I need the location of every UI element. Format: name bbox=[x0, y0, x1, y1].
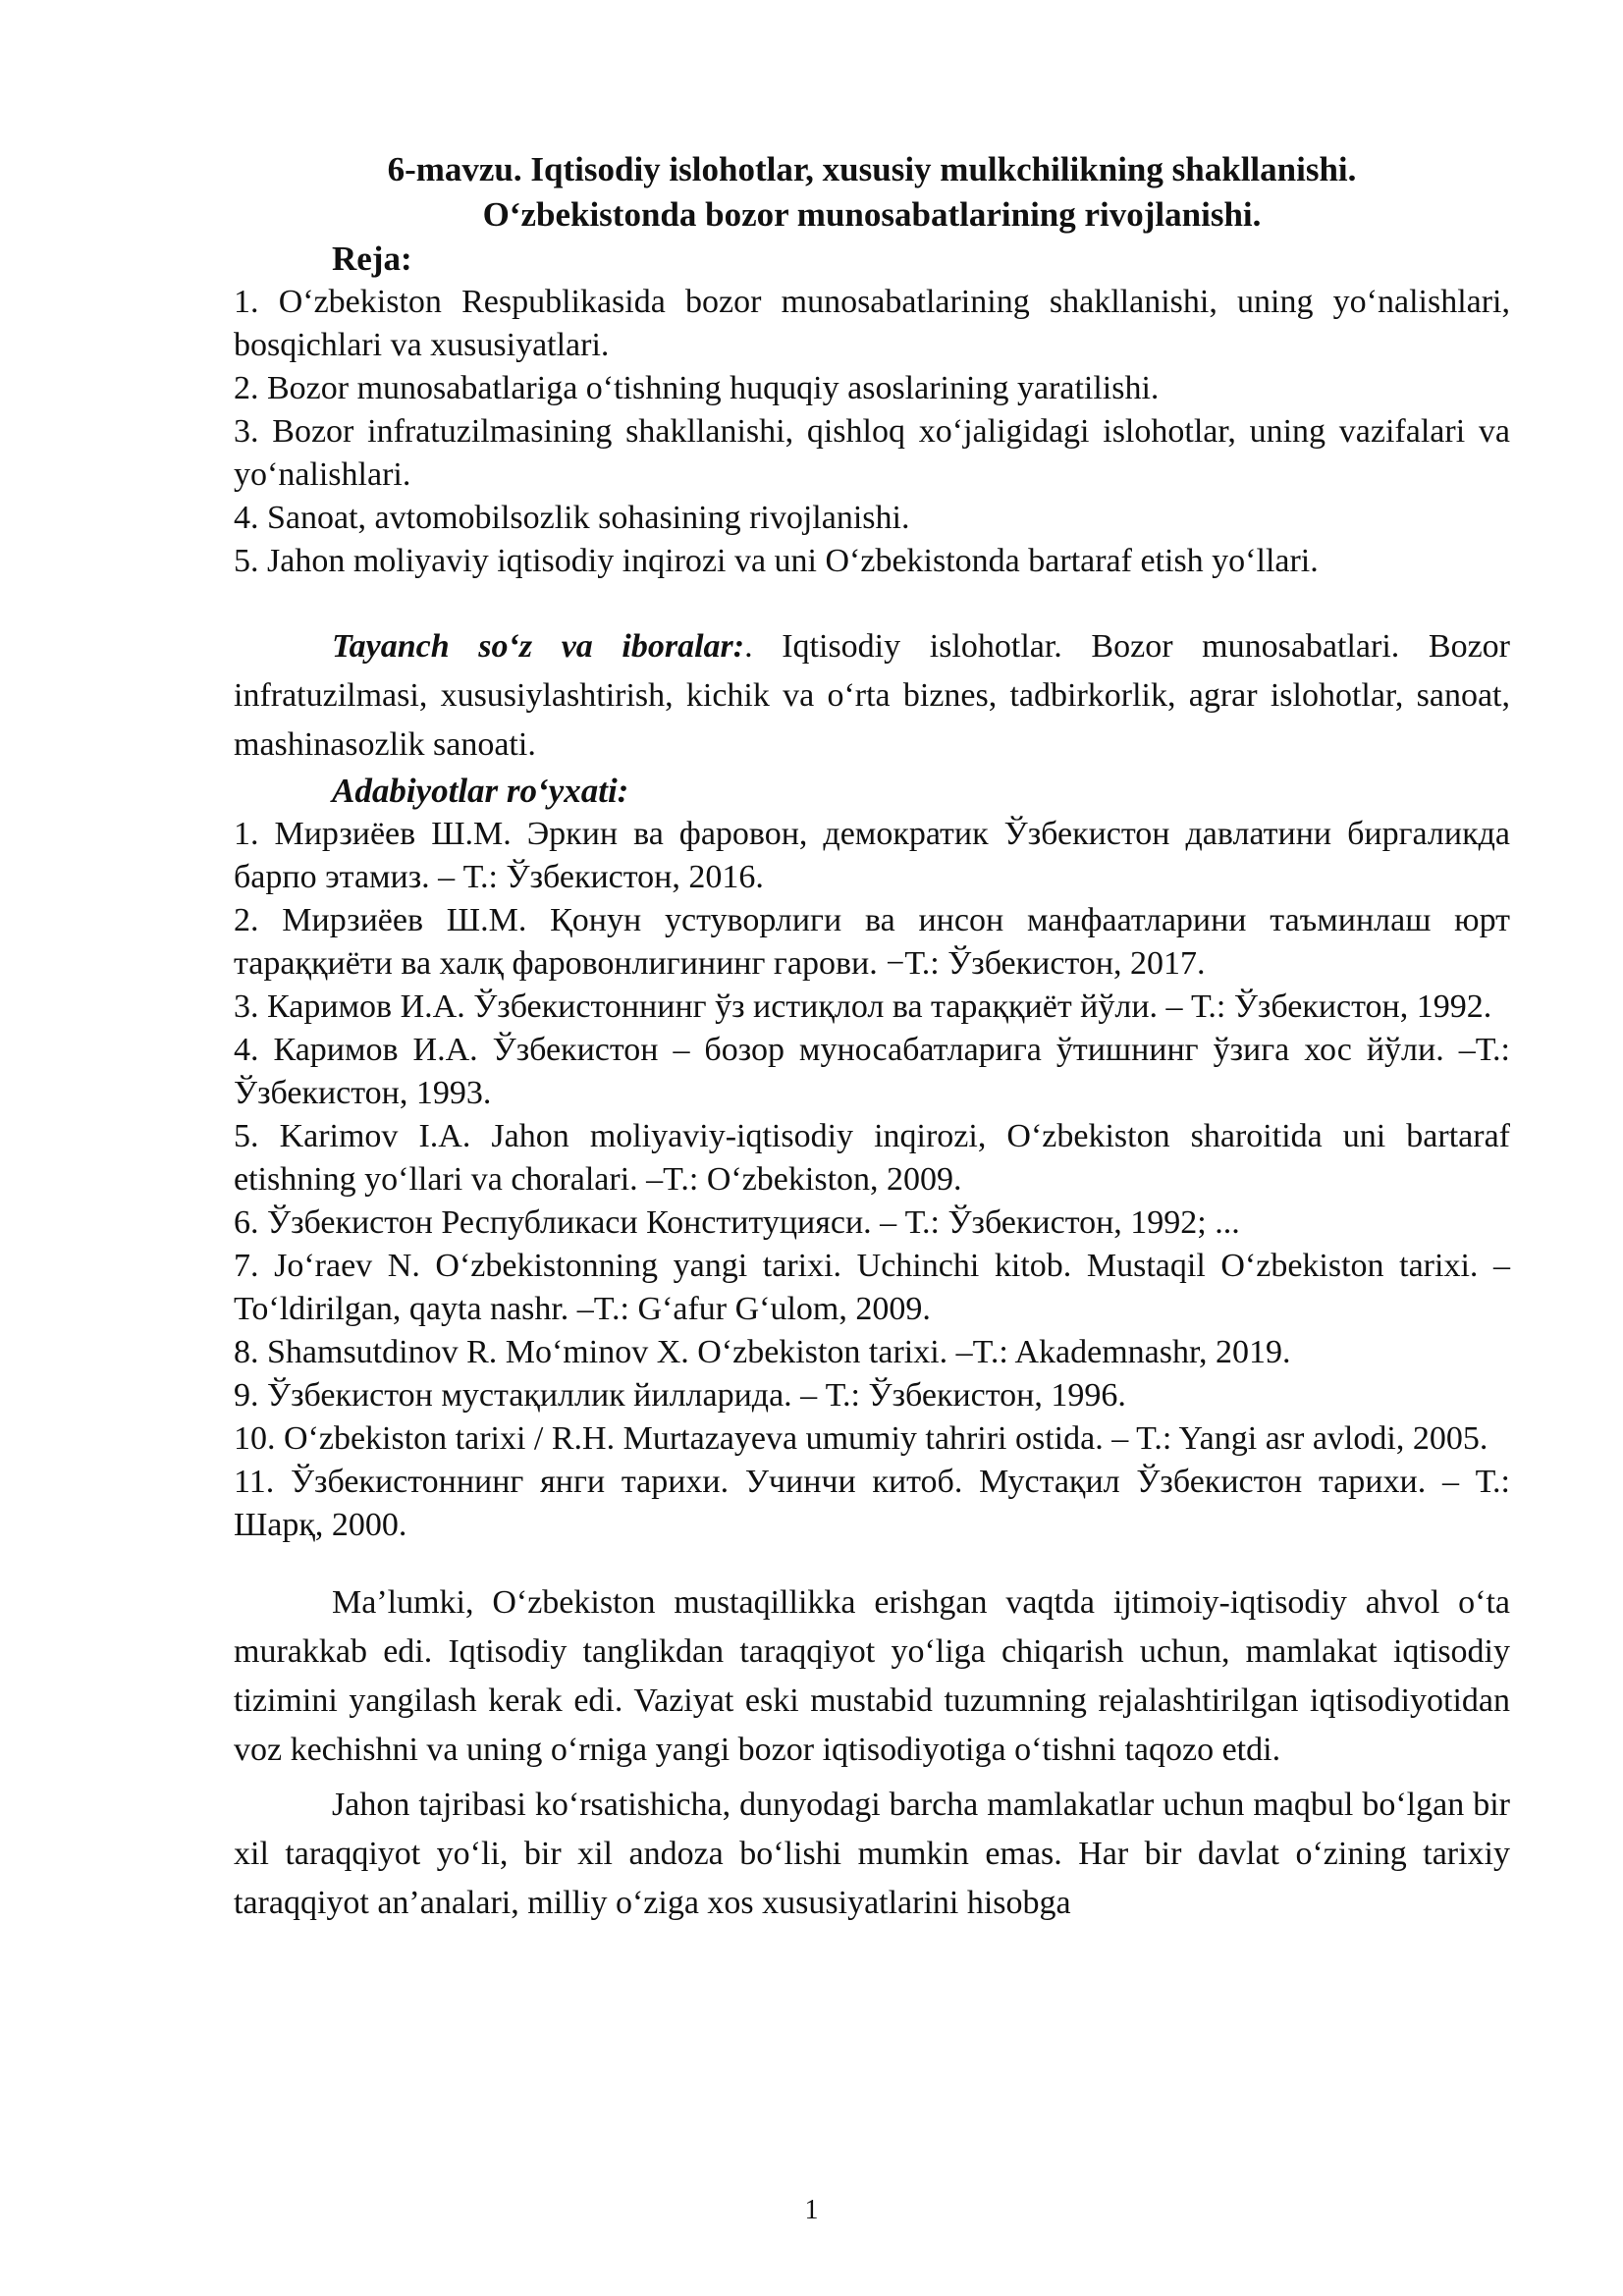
keywords-label: Tayanch so‘z va iboralar: bbox=[332, 628, 745, 665]
literature-item: 10. O‘zbekiston tarixi / R.H. Murtazayeva umumiy tahriri ostida. – T.: Yangi asr avlodi, 2005. bbox=[234, 1420, 1488, 1457]
body-paragraph: Jahon tajribasi ko‘rsatishicha, dunyodagi barcha mamlakatlar uchun maqbul bo‘lgan bir xil taraqqiyot yo‘li, bir xil andoza bo‘lishi mumkin emas. Har bir davlat o‘zining tarixiy taraqqiyot an’analari, milliy o‘ziga xos xususiyatlarini hisobga bbox=[234, 1787, 1510, 1921]
topic-title-line-2: O‘zbekistonda bozor munosabatlarining rivojlanishi. bbox=[482, 195, 1262, 234]
literature-item: 1. Мирзиёев Ш.М. Эркин ва фаровон, демократик Ўзбекистон давлатини биргаликда барпо этамиз. – Т.: Ўзбекистон, 2016. bbox=[234, 816, 1510, 895]
plan-item: 1. O‘zbekiston Respublikasida bozor munosabatlarining shakllanishi, uning yo‘nalishlari, bosqichlari va xususiyatlari. bbox=[234, 284, 1510, 363]
plan-item: 4. Sanoat, avtomobilsozlik sohasining rivojlanishi. bbox=[234, 500, 910, 536]
body-paragraph: Ma’lumki, O‘zbekiston mustaqillikka erishgan vaqtda ijtimoiy-iqtisodiy ahvol o‘ta murakkab edi. Iqtisodiy tanglikdan taraqqiyot yo‘liga chiqarish uchun, mamlakat iqtisodiy tizimini yangilash kerak edi. Vaziyat eski mustabid tuzumning rejalashtirilgan iqtisodiyotidan voz kechishni va uning o‘rniga yangi bozor iqtisodiyotiga o‘tishni taqozo etdi. bbox=[234, 1584, 1510, 1768]
topic-title-line-1: 6-mavzu. Iqtisodiy islohotlar, xususiy mulkchilikning shakllanishi. bbox=[387, 150, 1357, 188]
literature-item: 7. Jo‘raev N. O‘zbekistonning yangi tarixi. Uchinchi kitob. Mustaqil O‘zbekiston tarixi. – To‘ldirilgan, qayta nashr. –T.: G‘afur G‘ulom, 2009. bbox=[234, 1248, 1510, 1327]
page-number: 1 bbox=[804, 2195, 819, 2225]
literature-item: 8. Shamsutdinov R. Mo‘minov X. O‘zbekiston tarixi. –T.: Akademnashr, 2019. bbox=[234, 1334, 1291, 1370]
literature-item: 4. Каримов И.А. Ўзбекистон – бозор муносабатларига ўтишнинг ўзига хос йўли. –Т.: Ўзбекистон, 1993. bbox=[234, 1032, 1510, 1111]
keywords-paragraph bbox=[234, 622, 1510, 770]
keywords-text: . Iqtisodiy islohotlar. Bozor munosabatlari. Bozor infratuzilmasi, xususiylashtirish, kichik va o‘rta biznes, tadbirkorlik, agrar islohotlar, sanoat, mashinasozlik sanoati. bbox=[234, 628, 1510, 763]
literature-item: 11. Ўзбекистоннинг янги тарихи. Учинчи китоб. Мустақил Ўзбекистон тарихи. – Т.: Шарқ, 2000. bbox=[234, 1464, 1510, 1543]
literature-item: 9. Ўзбекистон мустақиллик йилларида. – Т.: Ўзбекистон, 1996. bbox=[234, 1377, 1126, 1414]
literature-item: 3. Каримов И.А. Ўзбекистоннинг ўз истиқлол ва тараққиёт йўли. – Т.: Ўзбекистон, 1992. bbox=[234, 988, 1492, 1025]
plan-list bbox=[234, 281, 1510, 583]
literature-item: 6. Ўзбекистон Республикаси Конституцияси. – Т.: Ўзбекистон, 1992; ... bbox=[234, 1204, 1240, 1241]
literature-heading: Adabiyotlar ro‘yxati: bbox=[332, 772, 629, 810]
document-page bbox=[234, 147, 1510, 1928]
literature-item: 5. Karimov I.A. Jahon moliyaviy-iqtisodiy inqirozi, O‘zbekiston sharoitida uni bartaraf etishning yo‘llari va choralari. –T.: O‘zbekiston, 2009. bbox=[234, 1118, 1510, 1198]
plan-item: 2. Bozor munosabatlariga o‘tishning huquqiy asoslarining yaratilishi. bbox=[234, 370, 1160, 406]
literature-item: 2. Мирзиёев Ш.М. Қонун устуворлиги ва инсон манфаатларини таъминлаш юрт тараққиёти ва халқ фаровонлигининг гарови. −Т.: Ўзбекистон, 2017. bbox=[234, 902, 1510, 982]
plan-item: 3. Bozor infratuzilmasining shakllanishi, qishloq xo‘jaligidagi islohotlar, uning vazifalari va yo‘nalishlari. bbox=[234, 413, 1510, 493]
plan-heading: Reja: bbox=[332, 240, 412, 278]
plan-item: 5. Jahon moliyaviy iqtisodiy inqirozi va uni O‘zbekistonda bartaraf etish yo‘llari. bbox=[234, 543, 1319, 579]
literature-list bbox=[234, 813, 1510, 1547]
